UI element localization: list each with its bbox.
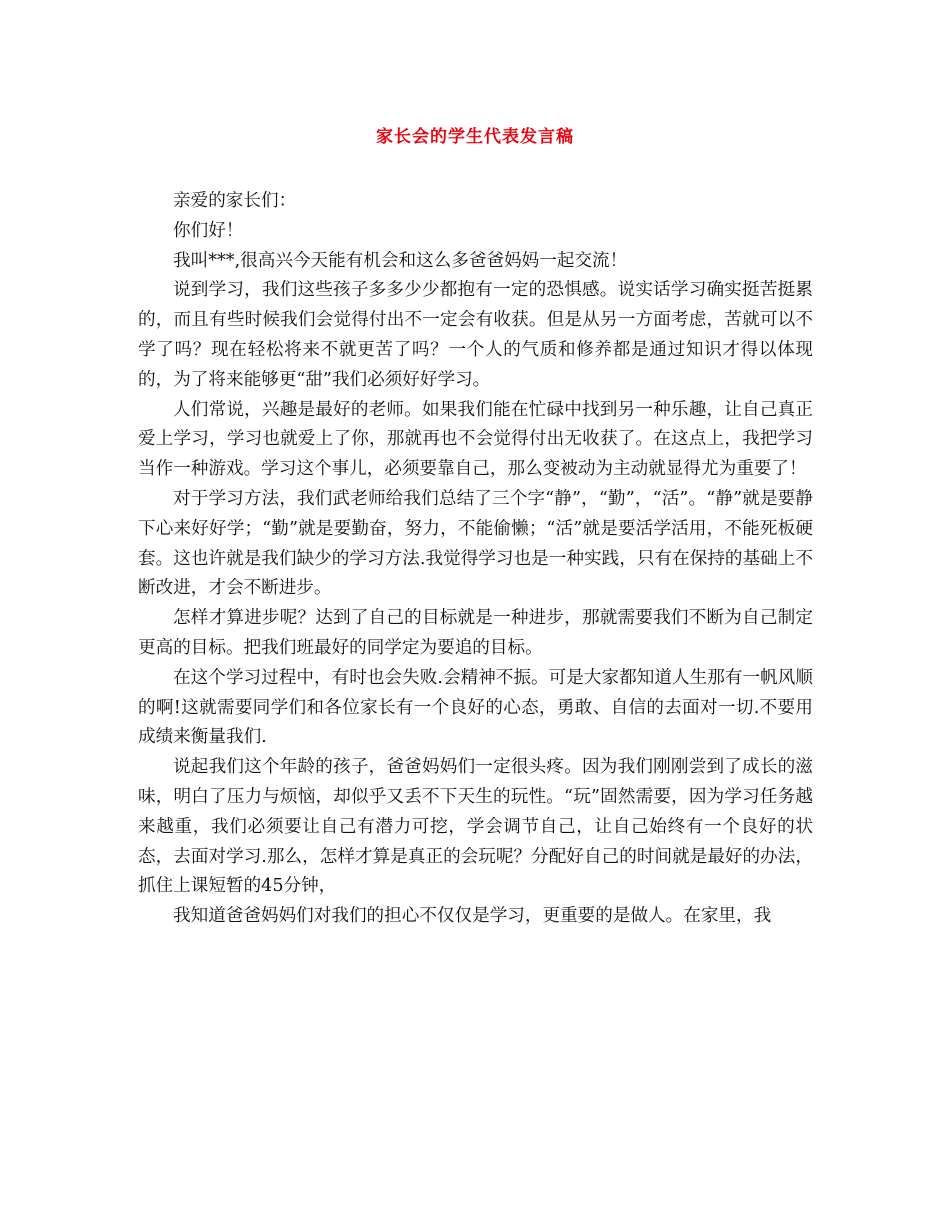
document-body (138, 187, 813, 932)
paragraph: 对于学习方法，我们武老师给我们总结了三个字“静”，“勤”，“活”。“静”就是要静下心来好好学；“勤”就是要勤奋，努力，不能偷懒；“活”就是要活学活用，不能死板硬套。这也许就是我们缺少的学习方法.我觉得学习也是一种实践，只有在保持的基础上不断改进，才会不断进步。 (138, 488, 813, 599)
paragraph: 人们常说，兴趣是最好的老师。如果我们能在忙碌中找到另一种乐趣，让自己真正爱上学习，学习也就爱上了你，那就再也不会觉得付出无收获了。在这点上，我把学习当作一种游戏。学习这个事儿，必须要靠自己，那么变被动为主动就显得尤为重要了！ (138, 399, 813, 480)
document-title: 家长会的学生代表发言稿 (376, 127, 574, 147)
paragraph-intro: 我叫***,很高兴今天能有机会和这么多爸爸妈妈一起交流！ (173, 250, 628, 271)
paragraph-salutation: 亲爱的家长们： (173, 191, 297, 211)
paragraph: 我知道爸爸妈妈们对我们的担心不仅仅是学习，更重要的是做人。在家里，我 (173, 906, 772, 927)
paragraph: 说起我们这个年龄的孩子，爸爸妈妈们一定很头疼。因为我们刚刚尝到了成长的滋味，明白了压力与烦恼，却似乎又丢不下天生的玩性。“玩”固然需要，因为学习任务越来越重，我们必须要让自己有潜力可挖，学会调节自己，让自己始终有一个良好的状态，去面对学习.那么，怎样才算是真正的会玩呢？分配好自己的时间就是最好的办法，抓住上课短暂的45分钟， (138, 757, 813, 897)
paragraph: 怎样才算进步呢？达到了自己的目标就是一种进步，那就需要我们不断为自己制定更高的目标。把我们班最好的同学定为要追的目标。 (138, 608, 813, 658)
paragraph-greeting: 你们好！ (173, 220, 244, 241)
paragraph: 在这个学习过程中，有时也会失败.会精神不振。可是大家都知道人生那有一帆风顺的啊!这就需要同学们和各位家长有一个良好的心态，勇敢、自信的去面对一切.不要用成绩来衡量我们. (138, 667, 813, 748)
paragraph: 说到学习，我们这些孩子多多少少都抱有一定的恐惧感。说实话学习确实挺苦挺累的，而且有些时候我们会觉得付出不一定会有收获。但是从另一方面考虑，苦就可以不学了吗？现在轻松将来不就更苦了吗？一个人的气质和修养都是通过知识才得以体现的，为了将来能够更“甜”我们必须好好学习。 (138, 280, 813, 390)
